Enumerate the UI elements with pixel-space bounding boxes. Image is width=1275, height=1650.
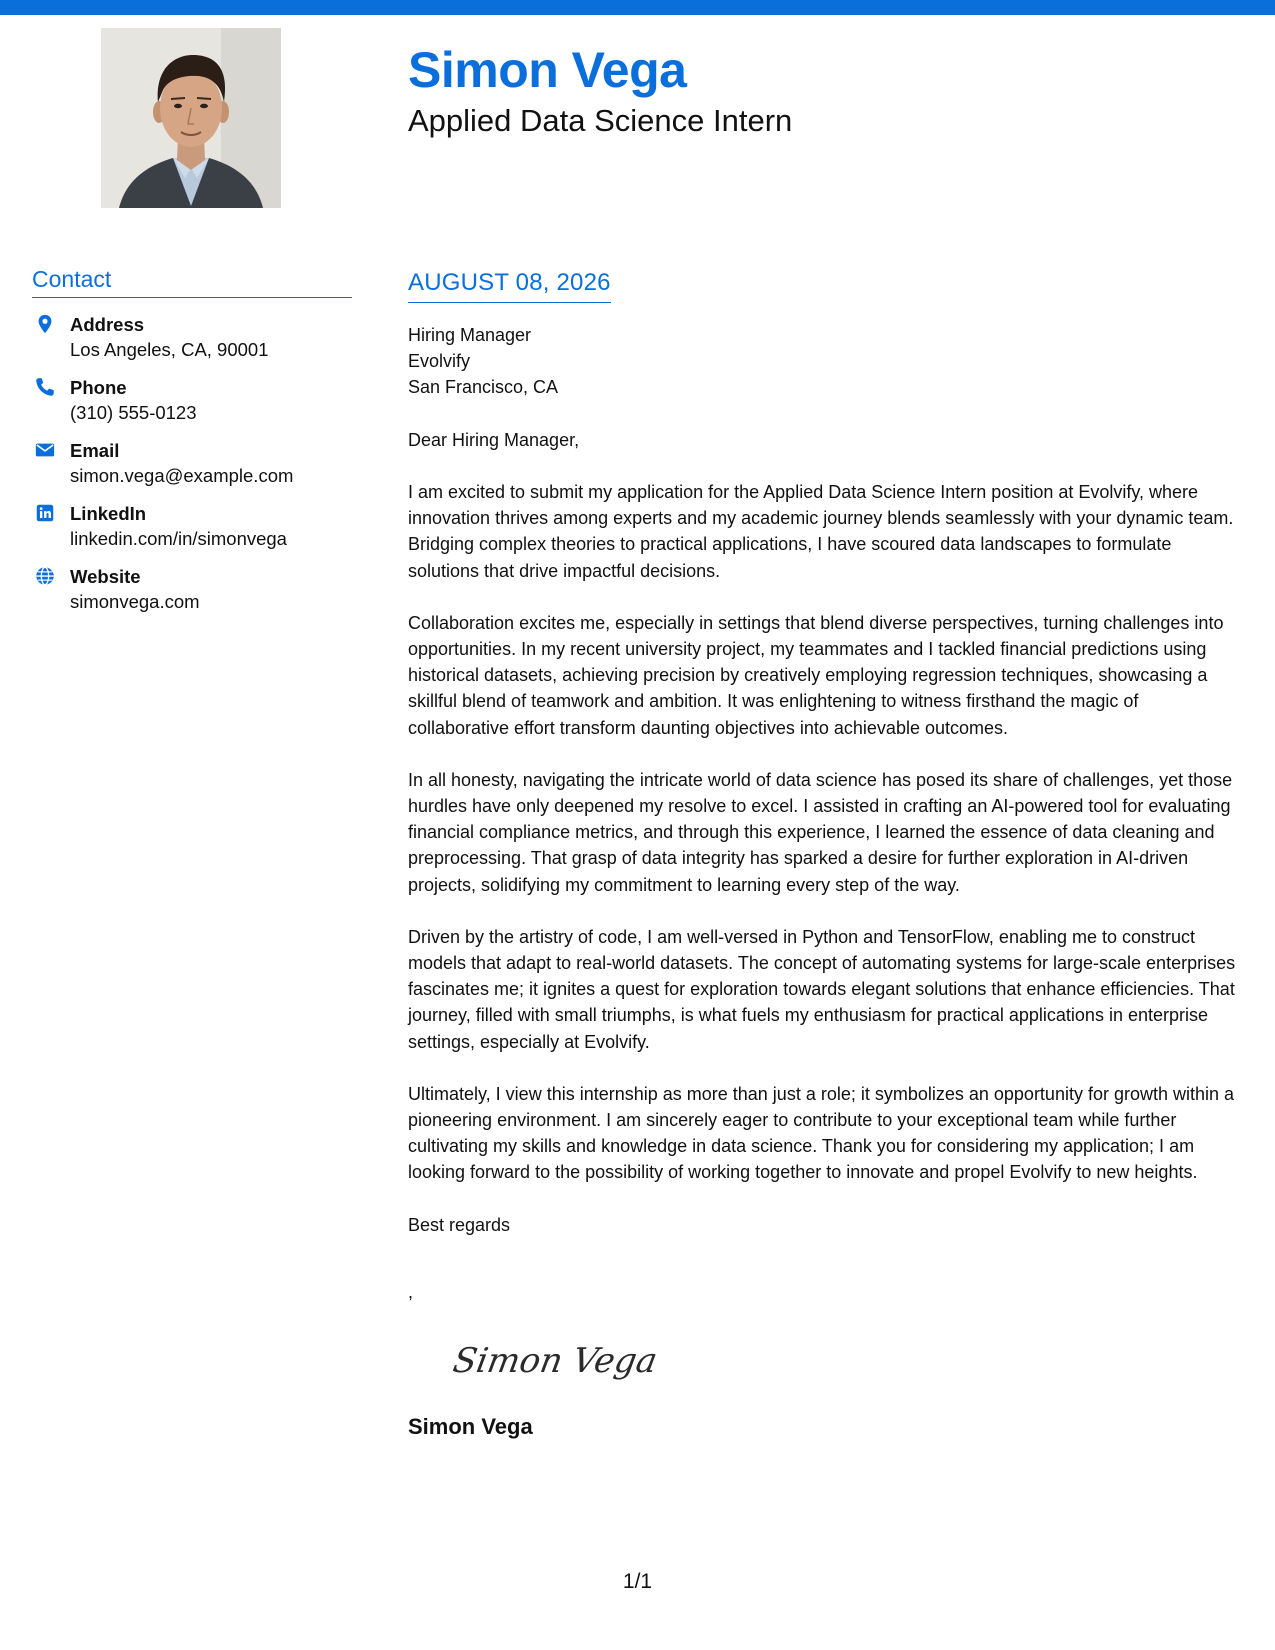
letter-paragraph: I am excited to submit my application for the Applied Data Science Intern position at Evolvify, where innovation thrives among experts and my academic journey blends seamlessly with your dynamic team. Bridging complex theories to practical applications, I have scoured data landscapes to formulate solutions that drive impactful decisions. <box>408 482 1234 581</box>
contact-item-linkedin <box>32 501 352 551</box>
contact-label-email: Email <box>70 439 120 461</box>
contact-label-website: Website <box>70 565 141 587</box>
contact-label-phone: Phone <box>70 376 127 398</box>
recipient-block <box>408 322 1238 400</box>
map-pin-icon <box>34 313 56 335</box>
recipient-line: Evolvify <box>408 351 471 371</box>
contact-item-website <box>32 564 352 614</box>
signer-name: Simon Vega <box>408 1413 533 1439</box>
job-title: Applied Data Science Intern <box>408 103 793 138</box>
applicant-name: Simon Vega <box>408 42 687 98</box>
signature-image <box>448 1336 661 1388</box>
closing: Best regards <box>408 1214 511 1235</box>
avatar <box>101 28 281 208</box>
linkedin-icon <box>34 502 56 524</box>
contact-value-email[interactable]: simon.vega@example.com <box>70 464 294 486</box>
contact-label-linkedin: LinkedIn <box>70 502 147 524</box>
contact-item-phone <box>32 375 352 425</box>
closing-comma: , <box>408 1281 414 1302</box>
letter-date: AUGUST 08, 2026 <box>408 268 611 303</box>
letter-paragraph: Ultimately, I view this internship as more than just a role; it symbolizes an opportunity for growth within a pioneering environment. I am sincerely eager to contribute to your exceptional team while further cultivating my skills and knowledge in data science. Thank you for considering my application; I am looking forward to the possibility of working together to innovate and propel Evolvify to new heights. <box>408 1083 1235 1183</box>
phone-icon <box>34 376 56 398</box>
page-number: 1/1 <box>622 1570 653 1593</box>
salutation: Dear Hiring Manager, <box>408 430 580 450</box>
contact-value-linkedin[interactable]: linkedin.com/in/simonvega <box>70 527 287 549</box>
contact-item-email <box>32 438 352 488</box>
contact-heading: Contact <box>32 266 352 298</box>
letter-paragraph: Driven by the artistry of code, I am well-versed in Python and TensorFlow, enabling me to construct models that adapt to real-world datasets. The concept of automating systems for large-scale enterprises fascinates me; it ignites a quest for exploration towards elegant solutions that enhance efficiencies. That journey, filled with small triumphs, is what fuels my enthusiasm for practical applications in enterprise settings, especially at Evolvify. <box>408 926 1236 1052</box>
contact-list <box>32 312 352 614</box>
contact-value-address: Los Angeles, CA, 90001 <box>70 338 269 360</box>
contact-sidebar <box>32 266 352 627</box>
profile-photo <box>101 28 281 208</box>
contact-value-phone: (310) 555-0123 <box>70 401 197 423</box>
globe-icon <box>34 565 56 587</box>
recipient-line: Hiring Manager <box>408 325 532 345</box>
contact-label-address: Address <box>70 313 145 335</box>
recipient-line: San Francisco, CA <box>408 377 559 397</box>
svg-text:Simon Vega: Simon Vega <box>450 1340 661 1381</box>
contact-value-website[interactable]: simonvega.com <box>70 590 200 612</box>
envelope-icon <box>34 439 56 461</box>
top-accent-bar <box>0 0 1275 15</box>
contact-item-address <box>32 312 352 362</box>
letter-paragraph: In all honesty, navigating the intricate world of data science has posed its share of challenges, yet those hurdles have only deepened my resolve to excel. I assisted in crafting an AI-powered tool for evaluating financial compliance metrics, and through this experience, I learned the essence of data cleaning and preprocessing. That grasp of data integrity has sparked a desire for further exploration in AI-driven projects, solidifying my commitment to learning every step of the way. <box>408 769 1233 895</box>
letter-body <box>408 268 1238 1441</box>
letter-paragraph: Collaboration excites me, especially in settings that blend diverse perspectives, turning challenges into opportunities. In my recent university project, my teammates and I tackled financial predictions using historical datasets, achieving precision by creatively employing regression techniques, showcasing a skillful blend of teamwork and ambition. It was enlightening to witness firsthand the magic of collaborative effort transform daunting objectives into achievable outcomes. <box>408 612 1224 738</box>
